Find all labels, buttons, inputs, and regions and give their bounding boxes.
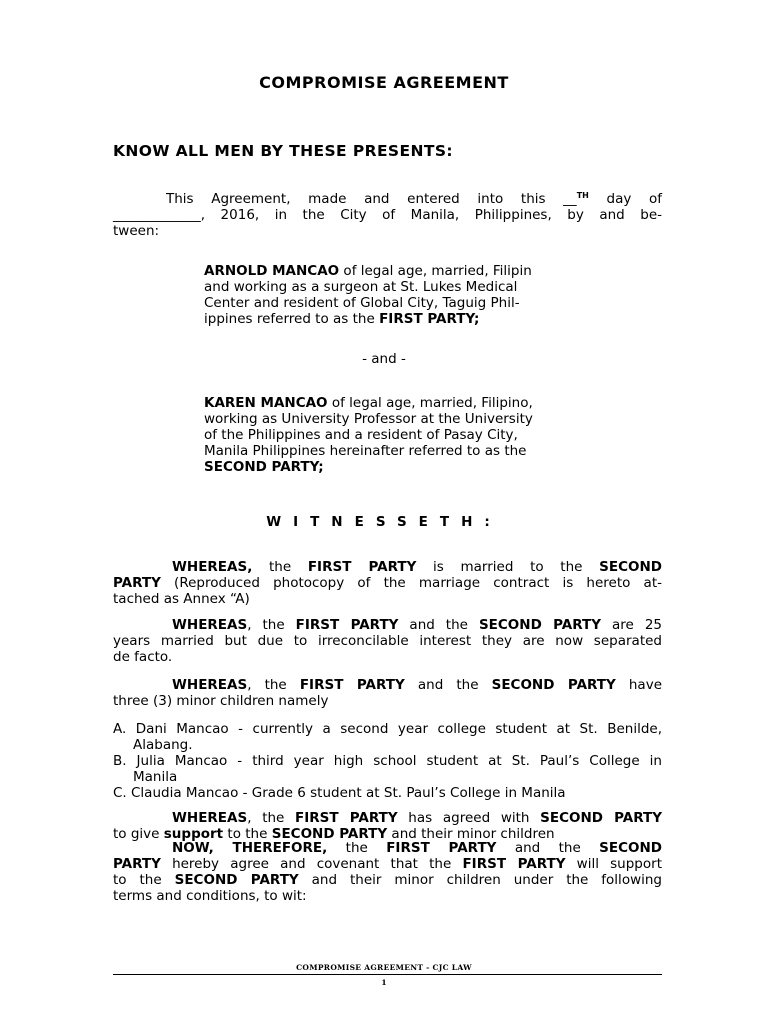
now-therefore-line-4: terms and conditions, to wit: xyxy=(113,888,307,904)
now-therefore-line-2 xyxy=(113,856,662,872)
whereas-4-line-1 xyxy=(113,810,662,826)
intro-line-1 xyxy=(113,188,662,207)
first-party-line-4 xyxy=(204,311,574,327)
whereas-clause-2 xyxy=(113,617,662,665)
second-party-text-1: of legal age, married, Filipino, xyxy=(327,395,533,411)
footer-divider xyxy=(113,974,662,975)
first-party-designation: FIRST PARTY; xyxy=(379,311,480,327)
whereas-2-keyword: WHEREAS xyxy=(172,617,248,633)
whereas-2-line-1 xyxy=(113,617,662,633)
witnesseth-heading: WITNESSETH: xyxy=(266,514,502,530)
now-therefore-text-a: the xyxy=(327,840,387,856)
whereas-clause-4 xyxy=(113,810,662,842)
whereas-4-text-b: has agreed with xyxy=(397,810,541,826)
whereas-4-keyword: WHEREAS xyxy=(172,810,248,826)
whereas-1-line-1 xyxy=(113,559,662,575)
whereas-1-second: SECOND xyxy=(599,559,662,575)
child-2-line-1: B. Julia Mancao - third year high school student at St. Paul’s College in xyxy=(113,753,662,769)
first-party-text-1: of legal age, married, Filipin xyxy=(339,263,532,279)
now-therefore-second-party: SECOND PARTY xyxy=(174,872,299,888)
now-therefore-text-c: hereby agree and covenant that the xyxy=(160,856,463,872)
list-item xyxy=(113,721,662,753)
whereas-3-text-b: and the xyxy=(404,677,492,693)
therefore-keyword: THEREFORE, xyxy=(213,840,328,856)
intro-line-2: _____________, 2016, in the City of Manila, Philippines, by and be- xyxy=(113,207,662,223)
now-therefore-party: PARTY xyxy=(113,856,161,872)
whereas-2-text-a: , the xyxy=(247,617,296,633)
whereas-4-second-party-2: SECOND PARTY xyxy=(271,826,388,842)
now-therefore-line-1 xyxy=(113,840,662,856)
second-party-line-3: of the Philippines and a resident of Pasay City, xyxy=(204,427,518,443)
intro-th-superscript: TH xyxy=(576,191,589,200)
now-therefore-clause xyxy=(113,840,662,904)
intro-line-3: tween: xyxy=(113,223,160,239)
whereas-2-second-party: SECOND PARTY xyxy=(478,617,602,633)
child-2-line-2: Manila xyxy=(133,769,178,785)
whereas-1-keyword: WHEREAS, xyxy=(172,559,253,575)
and-separator: - and - xyxy=(362,351,406,367)
whereas-3-line-2: three (3) minor children namely xyxy=(113,693,329,709)
second-party-line-1 xyxy=(204,395,574,411)
now-therefore-first-party: FIRST PARTY xyxy=(386,840,497,856)
now-therefore-text-d: will support xyxy=(565,856,662,872)
whereas-3-keyword: WHEREAS xyxy=(172,677,248,693)
now-therefore-text-e: to the xyxy=(113,872,175,888)
second-party-designation: SECOND PARTY; xyxy=(204,459,324,475)
list-item xyxy=(113,785,662,801)
now-therefore-text-b: and the xyxy=(496,840,600,856)
whereas-clause-1 xyxy=(113,559,662,607)
child-1-line-2: Alabang. xyxy=(133,737,193,753)
now-therefore-first-party-2: FIRST PARTY xyxy=(462,856,566,872)
child-1-line-1: A. Dani Mancao - currently a second year college student at St. Benilde, xyxy=(113,721,662,737)
children-list xyxy=(113,721,662,801)
whereas-2-first-party: FIRST PARTY xyxy=(295,617,399,633)
second-party-line-4: Manila Philippines hereinafter referred to as the xyxy=(204,443,527,459)
whereas-4-text-c: to give xyxy=(113,826,164,842)
intro-paragraph xyxy=(113,188,662,239)
whereas-4-text-d: to the xyxy=(223,826,272,842)
whereas-1-text-b: is married to the xyxy=(416,559,600,575)
first-party-block xyxy=(204,263,574,327)
whereas-1-line-3: tached as Annex “A) xyxy=(113,591,250,607)
whereas-3-second-party: SECOND PARTY xyxy=(491,677,616,693)
child-3-line-1: C. Claudia Mancao - Grade 6 student at St. Paul’s College in Manila xyxy=(113,785,566,801)
whereas-1-line-2 xyxy=(113,575,662,591)
document-title: COMPROMISE AGREEMENT xyxy=(259,73,509,92)
whereas-4-text-e: and their minor children xyxy=(387,826,555,842)
intro-text-1-end: day of xyxy=(588,191,662,207)
second-party-line-2: working as University Professor at the University xyxy=(204,411,533,427)
first-party-line-1 xyxy=(204,263,574,279)
whereas-2-text-c: are 25 xyxy=(601,617,662,633)
whereas-4-second-party: SECOND PARTY xyxy=(540,810,662,826)
list-item xyxy=(113,753,662,785)
first-party-name: ARNOLD MANCAO xyxy=(204,263,340,279)
now-therefore-line-3 xyxy=(113,872,662,888)
preamble-heading: KNOW ALL MEN BY THESE PRESENTS: xyxy=(113,142,453,160)
whereas-4-text-a: , the xyxy=(247,810,296,826)
first-party-line-2: and working as a surgeon at St. Lukes Medical xyxy=(204,279,518,295)
whereas-2-line-3: de facto. xyxy=(113,649,173,665)
now-therefore-second: SECOND xyxy=(599,840,662,856)
whereas-1-text-a: the xyxy=(252,559,308,575)
whereas-4-first-party: FIRST PARTY xyxy=(295,810,398,826)
whereas-4-support: support xyxy=(163,826,224,842)
intro-text-1: This Agreement, made and entered into this __ xyxy=(166,191,577,207)
whereas-3-text-c: have xyxy=(615,677,663,693)
whereas-clause-3 xyxy=(113,677,662,709)
whereas-1-text-c: (Reproduced photocopy of the marriage contract is hereto at- xyxy=(160,575,662,591)
whereas-3-first-party: FIRST PARTY xyxy=(299,677,405,693)
whereas-1-first-party: FIRST PARTY xyxy=(307,559,417,575)
now-therefore-text-f: and their minor children under the following xyxy=(298,872,662,888)
whereas-1-party: PARTY xyxy=(113,575,161,591)
whereas-2-line-2: years married but due to irreconcilable interest they are now separated xyxy=(113,633,662,649)
first-party-line-3: Center and resident of Global City, Taguig Phil- xyxy=(204,295,520,311)
footer-title: COMPROMISE AGREEMENT - CJC LAW xyxy=(296,963,472,972)
second-party-name: KAREN MANCAO xyxy=(204,395,328,411)
first-party-text-4: ippines referred to as the xyxy=(204,311,380,327)
page-number: 1 xyxy=(381,978,387,987)
whereas-3-text-a: , the xyxy=(247,677,300,693)
now-keyword: NOW, xyxy=(172,840,214,856)
second-party-block xyxy=(204,395,574,475)
whereas-3-line-1 xyxy=(113,677,662,693)
whereas-2-text-b: and the xyxy=(398,617,479,633)
